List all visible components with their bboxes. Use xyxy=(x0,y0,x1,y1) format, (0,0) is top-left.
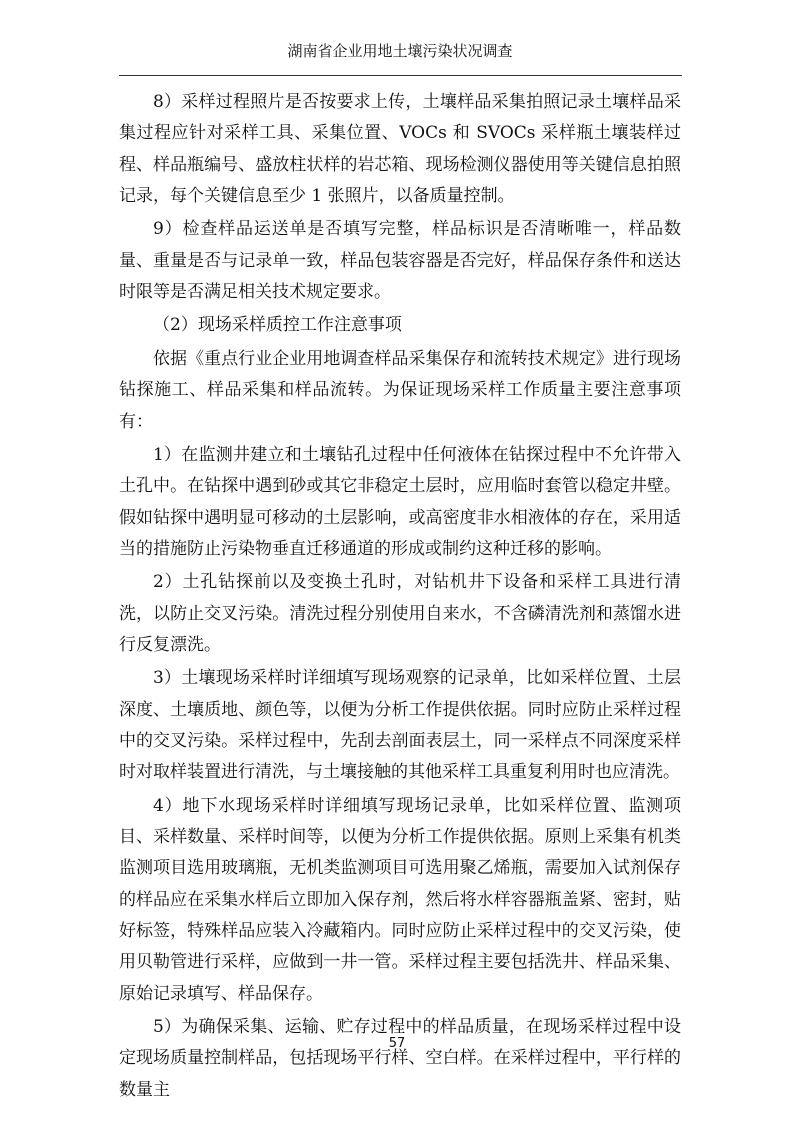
paragraph-intro: 依据《重点行业企业用地调查样品采集保存和流转技术规定》进行现场钻探施工、样品采集和样品流转。为保证现场采样工作质量主要注意事项有： xyxy=(119,348,681,432)
paragraph-item-9: 9）检查样品运送单是否填写完整，样品标识是否清晰唯一，样品数量、重量是否与记录单一致，样品包装容器是否完好，样品保存条件和送达时限等是否满足相关技术规定要求。 xyxy=(119,219,681,302)
paragraph-note-3: 3）土壤现场采样时详细填写现场观察的记录单，比如采样位置、土层深度、土壤质地、颜色等，以便为分析工作提供依据。同时应防止采样过程中的交叉污染。采样过程中，先刮去剖面表层土，同一采样点不同深度采样时对取样装置进行清洗，与土壤接触的其他采样工具重复利用时也应清洗。 xyxy=(119,668,681,783)
section-heading: （2）现场采样质控工作注意事项 xyxy=(153,315,402,336)
paragraph-note-4: 4）地下水现场采样时详细填写现场记录单，比如采样位置、监测项目、采样数量、采样时间等，以便为分析工作提供依据。原则上采集有机类监测项目选用玻璃瓶，无机类监测项目可选用聚乙烯瓶，需要加入试剂保存的样品应在采集水样后立即加入保存剂，然后将水样容器瓶盖紧、密封，贴好标签，特殊样品应装入冷藏箱内。同时应防止采样过程中的交叉污染，使用贝勒管进行采样，应做到一井一管。采样过程主要包括洗井、样品采集、原始记录填写、样品保存。 xyxy=(119,795,681,1004)
running-header: 湖南省企业用地土壤污染状况调查 xyxy=(287,42,513,60)
paragraph-item-8: 8）采样过程照片是否按要求上传，土壤样品采集拍照记录土壤样品采集过程应针对采样工具、采集位置、VOCs 和 SVOCs 采样瓶土壤装样过程、样品瓶编号、盛放柱状样的岩芯箱、现场检测仪器使用等关键信息拍照记录，每个关键信息至少 1 张照片，以备质量控制。 xyxy=(119,92,681,206)
header-divider xyxy=(119,75,682,76)
paragraph-note-5: 5）为确保采集、运输、贮存过程中的样品质量，在现场采样过程中设定现场质量控制样品，包括现场平行样、空白样。在采样过程中，平行样的数量主 xyxy=(119,1017,681,1100)
paragraph-note-2: 2）土孔钻探前以及变换土孔时，对钻机井下设备和采样工具进行清洗，以防止交叉污染。清洗过程分别使用自来水，不含磷清洗剂和蒸馏水进行反复漂洗。 xyxy=(119,572,681,655)
paragraph-note-1: 1）在监测井建立和土壤钻孔过程中任何液体在钻探过程中不允许带入土孔中。在钻探中遇到砂或其它非稳定土层时，应用临时套管以稳定井壁。假如钻探中遇明显可移动的土层影响，或高密度非水相液体的存在，采用适当的措施防止污染物垂直迁移通道的形成或制约这种迁移的影响。 xyxy=(119,445,681,559)
page-number: 57 xyxy=(388,1036,406,1051)
body-text xyxy=(119,87,681,1108)
